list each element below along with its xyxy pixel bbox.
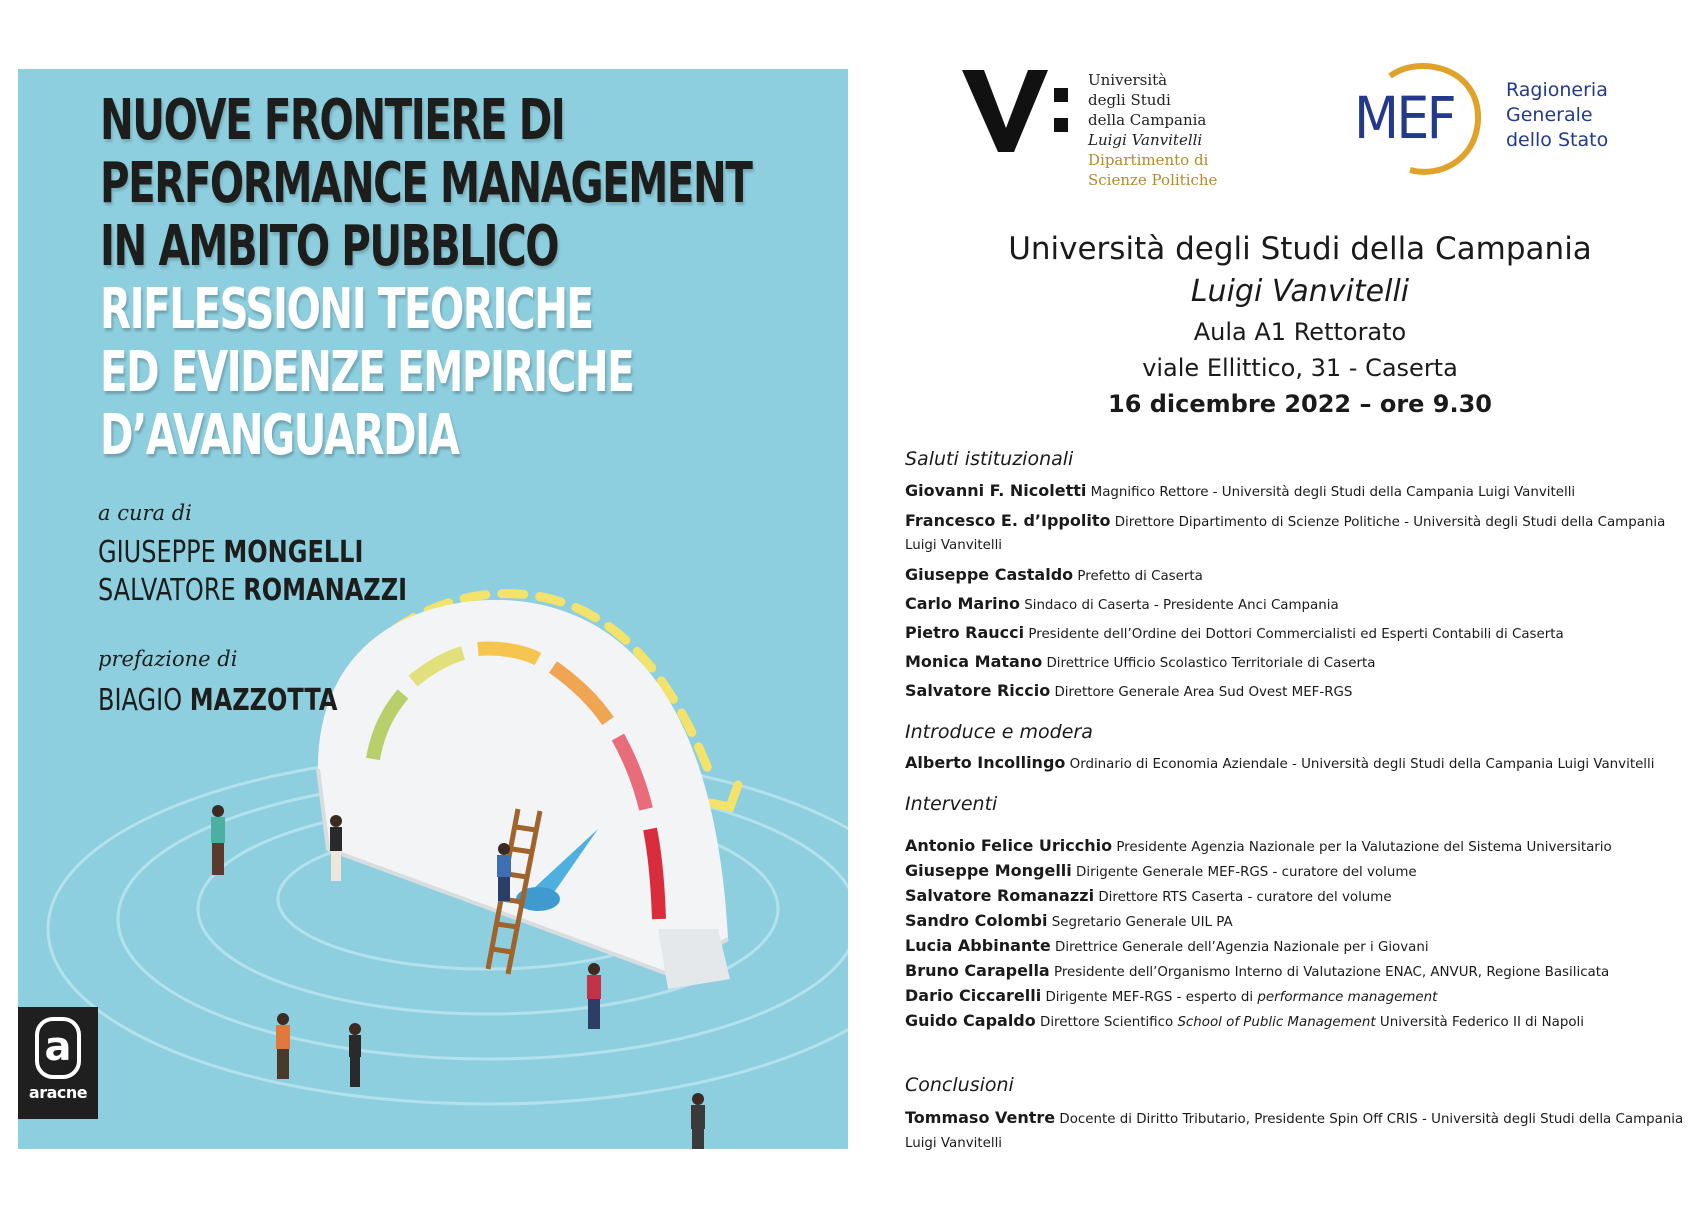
preface-author: BIAGIO MAZZOTTA [98, 683, 338, 718]
speaker-line: Sandro Colombi Segretario Generale UIL PA [905, 911, 1233, 930]
mef-wordmark: MEF [1354, 84, 1454, 152]
event-datetime: 16 dicembre 2022 – ore 9.30 [1108, 390, 1492, 418]
university-name: Università degli Studi della Campania Luigi Vanvitelli Dipartimento di Scienze Politiche [1088, 71, 1218, 189]
venue-university: Università degli Studi della Campania [1008, 231, 1592, 267]
aracne-logo-icon: a [35, 1017, 81, 1079]
event-venue [950, 228, 1650, 422]
book-title [100, 89, 820, 467]
editor-name: GIUSEPPE MONGELLI [98, 535, 364, 570]
speaker-line: Dario Ciccarelli Dirigente MEF-RGS - esperto di performance management [905, 986, 1438, 1005]
venue-address: viale Ellittico, 31 - Caserta [1142, 354, 1458, 382]
section-heading-conclusioni: Conclusioni [905, 1074, 1014, 1096]
subtitle-line: D’AVANGUARDIA [100, 403, 459, 468]
speaker-line: Monica Matano Direttrice Ufficio Scolastico Territoriale di Caserta [905, 652, 1376, 671]
venue-room: Aula A1 Rettorato [1193, 318, 1407, 346]
book-cover [18, 69, 848, 1149]
speaker-role-continued: Luigi Vanvitelli [905, 1136, 1003, 1151]
ragioneria-name: Ragioneria Generale dello Stato [1506, 79, 1609, 151]
speaker-line: Alberto Incollingo Ordinario di Economia Aziendale - Università degli Studi della Campania Luigi Vanvitelli [905, 753, 1655, 772]
edited-by-label: a cura di [98, 501, 192, 525]
speaker-line: Giuseppe Castaldo Prefetto di Caserta [905, 565, 1203, 584]
title-line: PERFORMANCE MANAGEMENT [100, 151, 752, 216]
speaker-role-continued: Luigi Vanvitelli [905, 538, 1003, 553]
publisher-logo [18, 1007, 98, 1119]
section-heading-introduce: Introduce e modera [905, 721, 1093, 743]
speaker-line: Guido Capaldo Direttore Scientifico School of Public Management Università Federico II di Napoli [905, 1011, 1584, 1030]
speaker-line: Salvatore Riccio Direttore Generale Area Sud Ovest MEF-RGS [905, 681, 1353, 700]
mef-logo [1350, 60, 1610, 180]
speaker-line: Francesco E. d’Ippolito Direttore Dipartimento di Scienze Politiche - Università degli Studi della Campania [905, 511, 1666, 530]
speaker-line: Antonio Felice Uricchio Presidente Agenzia Nazionale per la Valutazione del Sistema Universitario [905, 836, 1612, 855]
venue-university-name: Luigi Vanvitelli [1190, 274, 1410, 309]
preface-label: prefazione di [98, 647, 238, 671]
speaker-line: Carlo Marino Sindaco di Caserta - Presidente Anci Campania [905, 594, 1339, 613]
editor-name: SALVATORE ROMANAZZI [98, 573, 408, 608]
vanvitelli-v-logo-icon [962, 66, 1072, 156]
section-heading-interventi: Interventi [905, 793, 998, 815]
speaker-line: Pietro Raucci Presidente dell’Ordine dei Dottori Commercialisti ed Esperti Contabili di Caserta [905, 623, 1564, 642]
title-line: IN AMBITO PUBBLICO [100, 214, 559, 279]
speaker-line: Giovanni F. Nicoletti Magnifico Rettore - Università degli Studi della Campania Luigi Vanvitelli [905, 481, 1576, 500]
title-line: NUOVE FRONTIERE DI [100, 88, 565, 153]
university-logo [962, 66, 1222, 196]
speaker-line: Giuseppe Mongelli Dirigente Generale MEF-RGS - curatore del volume [905, 861, 1417, 880]
speaker-line: Salvatore Romanazzi Direttore RTS Caserta - curatore del volume [905, 886, 1392, 905]
speaker-line: Lucia Abbinante Direttrice Generale dell’Agenzia Nazionale per i Giovani [905, 936, 1429, 955]
subtitle-line: RIFLESSIONI TEORICHE [100, 277, 593, 342]
publisher-name: aracne [28, 1083, 88, 1102]
section-heading-saluti: Saluti istituzionali [905, 448, 1074, 470]
speaker-line: Tommaso Ventre Docente di Diritto Tributario, Presidente Spin Off CRIS - Università degli Studi della Campania [905, 1108, 1684, 1127]
speaker-line: Bruno Carapella Presidente dell’Organismo Interno di Valutazione ENAC, ANVUR, Regione Basilicata [905, 961, 1610, 980]
subtitle-line: ED EVIDENZE EMPIRICHE [100, 340, 634, 405]
